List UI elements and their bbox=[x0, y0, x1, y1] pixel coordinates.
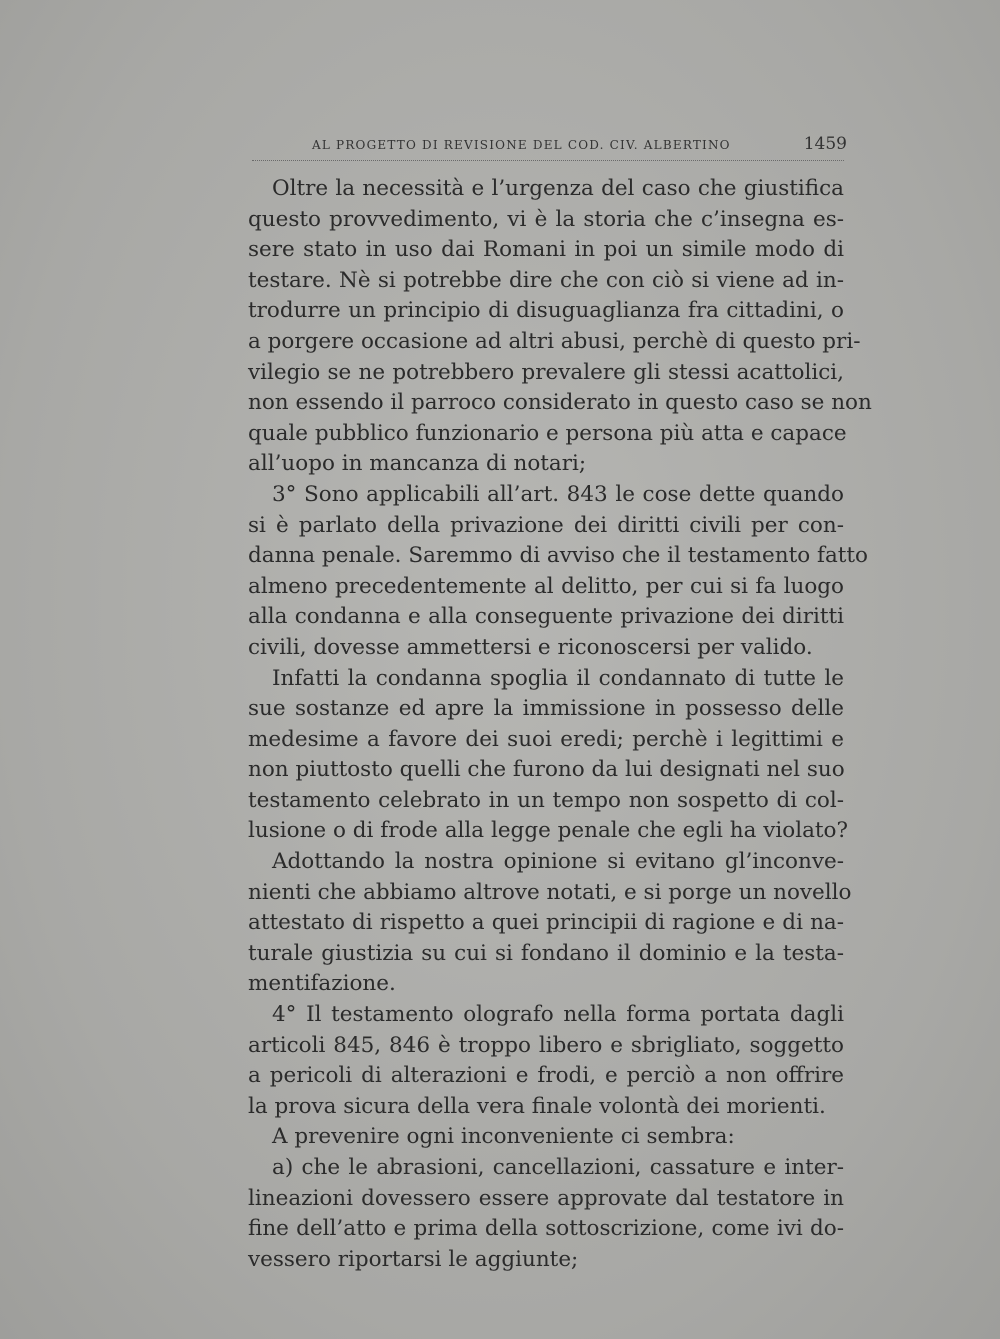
page-header bbox=[312, 134, 847, 156]
text-line: non essendo il parroco considerato in questo caso se non bbox=[248, 390, 872, 416]
text-line: almeno precedentemente al delitto, per cui si fa luogo bbox=[248, 573, 844, 599]
text-line: lusione o di frode alla legge penale che egli ha violato? bbox=[248, 818, 849, 844]
text-line: a porgere occasione ad altri abusi, perchè di questo pri- bbox=[248, 328, 861, 354]
text-line: sere stato in uso dai Romani in poi un simile modo di bbox=[248, 237, 844, 263]
text-line: A prevenire ogni inconveniente ci sembra: bbox=[272, 1124, 735, 1150]
text-line: testamento celebrato in un tempo non sospetto di col- bbox=[248, 787, 844, 813]
text-line: 3° Sono applicabili all’art. 843 le cose dette quando bbox=[272, 481, 844, 507]
text-line: medesime a favore dei suoi eredi; perchè i legittimi e bbox=[248, 726, 844, 752]
text-line: si è parlato della privazione dei diritti civili per con- bbox=[248, 512, 844, 538]
text-line: quale pubblico funzionario e persona più atta e capace bbox=[248, 420, 847, 446]
text-line: alla condanna e alla conseguente privazione dei diritti bbox=[248, 604, 844, 630]
text-line: vessero riportarsi le aggiunte; bbox=[248, 1246, 579, 1272]
text-line: fine dell’atto e prima della sottoscrizione, come ivi do- bbox=[248, 1216, 844, 1242]
text-line: Oltre la necessità e l’urgenza del caso che giustifica bbox=[272, 176, 844, 201]
text-line: la prova sicura della vera finale volontà dei morienti. bbox=[248, 1093, 826, 1119]
text-line: turale giustizia su cui si fondano il dominio e la testa- bbox=[248, 940, 844, 966]
text-line: all’uopo in mancanza di notari; bbox=[248, 451, 587, 477]
text-line: nienti che abbiamo altrove notati, e si porge un novello bbox=[248, 879, 852, 905]
text-line: danna penale. Saremmo di avviso che il testamento fatto bbox=[248, 543, 868, 569]
text-line: sue sostanze ed apre la immissione in possesso delle bbox=[248, 696, 844, 722]
text-line: lineazioni dovessero essere approvate dal testatore in bbox=[248, 1185, 844, 1211]
text-line: Infatti la condanna spoglia il condannato di tutte le bbox=[272, 665, 844, 691]
body-text bbox=[248, 174, 872, 1275]
text-line: a) che le abrasioni, cancellazioni, cassature e inter- bbox=[272, 1155, 844, 1180]
text-line: non piuttosto quelli che furono da lui designati nel suo bbox=[248, 757, 845, 783]
text-line: Adottando la nostra opinione si evitano gl’inconve- bbox=[272, 849, 844, 875]
text-line: articoli 845, 846 è troppo libero e sbrigliato, soggetto bbox=[248, 1032, 844, 1058]
text-line: a pericoli di alterazioni e frodi, e perciò a non offrire bbox=[248, 1063, 844, 1089]
running-head: AL PROGETTO DI REVISIONE DEL COD. CIV. ALBERTINO bbox=[312, 138, 731, 152]
text-line: civili, dovesse ammettersi e riconoscersi per valido. bbox=[248, 634, 813, 660]
text-line: testare. Nè si potrebbe dire che con ciò si viene ad in- bbox=[248, 267, 844, 293]
text-line: questo provvedimento, vi è la storia che c’insegna es- bbox=[248, 206, 844, 232]
text-line: mentifazione. bbox=[248, 971, 396, 997]
text-line: 4° Il testamento olografo nella forma portata dagli bbox=[272, 1002, 844, 1028]
text-line: trodurre un principio di disuguaglianza fra cittadini, o bbox=[248, 298, 844, 324]
text-line: attestato di rispetto a quei principii di ragione e di na- bbox=[248, 910, 844, 936]
page-number: 1459 bbox=[803, 134, 847, 154]
header-rule bbox=[252, 160, 844, 161]
text-line: vilegio se ne potrebbero prevalere gli stessi acattolici, bbox=[248, 359, 844, 385]
